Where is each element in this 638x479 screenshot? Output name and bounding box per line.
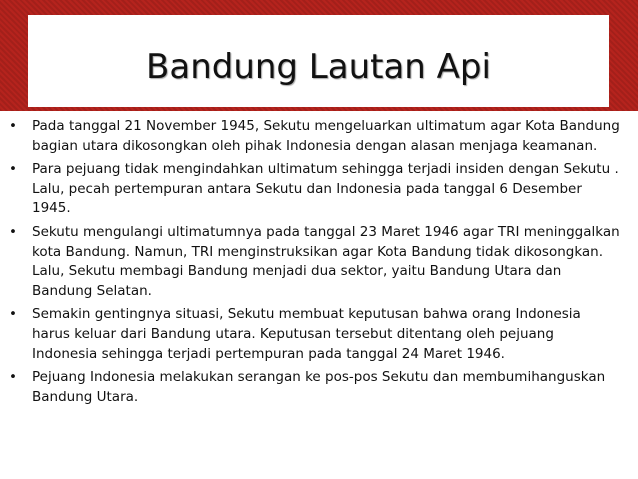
list-item (0, 305, 638, 364)
title-banner (0, 0, 638, 111)
title-box (28, 15, 609, 107)
bullet-text: Sekutu mengulangi ultimatumnya pada tanggal 23 Maret 1946 agar TRI meninggalkan kota Bandung. Namun, TRI menginstruksikan agar Kota Bandung tidak dikosongkan. Lalu, Sekutu membagi Bandung menjadi dua sektor, yaitu Bandung Utara dan Bandung Selatan. (32, 223, 620, 299)
bullet-text: Semakin gentingnya situasi, Sekutu membuat keputusan bahwa orang Indonesia harus keluar dari Bandung utara. Keputusan tersebut ditentang oleh pejuang Indonesia sehingga terjadi pertempuran pada tanggal 24 Maret 1946. (32, 306, 581, 362)
list-item (0, 223, 638, 301)
bullet-icon: • (9, 118, 17, 134)
bullet-icon: • (9, 161, 17, 178)
bullet-text: Para pejuang tidak mengindahkan ultimatum sehingga terjadi insiden dengan Sekutu . Lalu, pecah pertempuran antara Sekutu dan Indonesia pada tanggal 6 Desember 1945. (32, 161, 619, 217)
bullet-icon: • (9, 223, 17, 240)
list-item (0, 117, 638, 156)
bullet-text: Pejuang Indonesia melakukan serangan ke pos-pos Sekutu dan membumihanguskan Bandung Utara. (32, 369, 606, 405)
bullet-icon: • (9, 369, 17, 386)
list-item (0, 160, 638, 219)
slide-title: Bandung Lautan Api (146, 47, 491, 87)
bullet-list (0, 117, 638, 411)
bullet-icon: • (9, 306, 17, 323)
bullet-text: Pada tanggal 21 November 1945, Sekutu mengeluarkan ultimatum agar Kota Bandung bagian utara dikosongkan oleh pihak Indonesia dengan alasan menjaga keamanan. (32, 118, 620, 154)
list-item (0, 368, 638, 407)
